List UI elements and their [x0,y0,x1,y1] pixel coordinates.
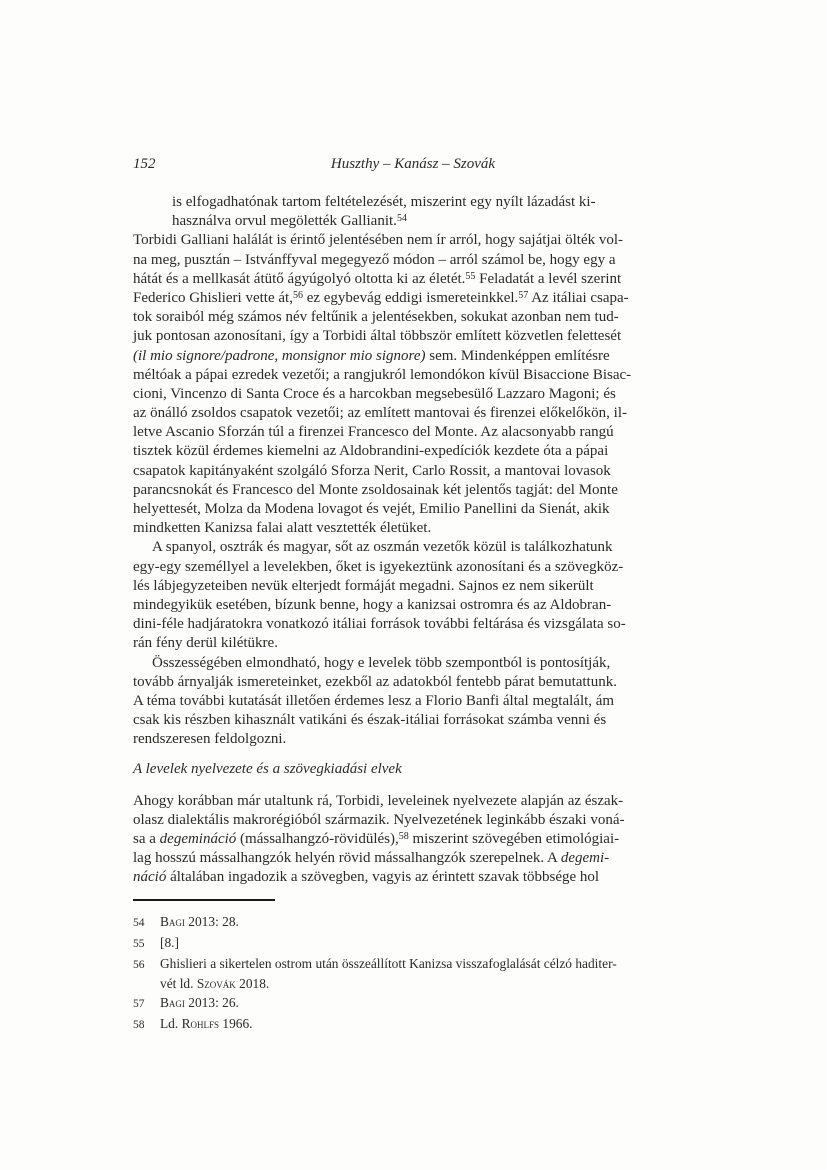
text-line: juk pontosan azonosítani, így a Torbidi által többször említett közvetlen felettesét [133,328,622,345]
footnote-list [133,912,699,1035]
paragraph-osszessegeben [133,654,699,750]
text-line: (il mio signore/padrone, monsignor mio signore) sem. Mindenképpen említésre [133,347,610,364]
text-line: A téma további kutatását illetően érdemes lesz a Florio Banfi által megtalált, ám [133,692,615,709]
text-line: náció általában ingadozik a szövegben, vagyis az érintett szavak többsége hol [133,869,600,886]
footnote-number: 54 [133,917,145,929]
text-line: méltóak a pápai ezredek vezetői; a rangjukról lemondókon kívül Bisaccione Bisac- [133,366,632,383]
text-line: cioni, Vincenzo di Santa Croce és a harcokban megsebesülő Lazzaro Magoni; és [133,385,616,402]
text-line: Ahogy korábban már utaltunk rá, Torbidi, leveleinek nyelvezete alapján az észak- [133,792,624,809]
text-line: Bagi 2013: 26. [160,994,239,1010]
footnote-item [133,933,699,954]
footnote-separator [133,899,275,901]
text-line: lag hosszú mássalhangzók helyén rövid mássalhangzók szerepelnek. A degemi- [133,850,610,867]
text-line: rendszeresen feldolgozni. [133,731,287,748]
footnotes-section [133,899,699,1035]
text-line: Federico Ghislieri vette át,$^{56}$ ez egybevág eddigi ismereteinkkel.$^{57}$ Az itáliai csapa- [133,289,629,306]
text-line: használva orvul megölették Gallianit.$^{54}$ [172,213,407,230]
footnote-ref: 57 [518,289,529,301]
text-line: lés lábjegyzeteiben nevük elterjedt formáját megadni. Sajnos ez nem sikerült [133,577,594,594]
text-line: hátát és a mellkasát átütő ágyúgolyó oltotta ki az életét.$^{55}$ Feladatát a levél szerint [133,270,622,287]
text-line: Bagi 2013: 28. [160,914,239,929]
page-number: 152 [133,156,156,172]
text-line: csapatok kapitányaként szolgáló Sforza Nerit, Carlo Rossit, a mantovai lovasok [133,462,611,479]
text-line: parancsnokát és Francesco del Monte zsoldosainak két jelentős tagját: del Monte [133,481,618,498]
text-line: Összességében elmondható, hogy e levelek több szempontból is pontosítják, [152,654,611,671]
text-line: Ghislieri a sikertelen ostrom után összeállított Kanizsa visszafoglalását célzó haditer- [160,956,617,972]
text-line: is elfogadhatónak tartom feltételezését, miszerint egy nyílt lázadást ki- [172,194,596,210]
text-line: tok soraiból még számos név feltűnik a jelentésekben, sokukat azonban nem tud- [133,309,619,326]
footnote-text [160,993,699,1012]
text-line: dini-féle hadjáratokra vonatkozó itáliai források további feltárása és vizsgálata so- [133,616,626,633]
paragraph-ahogy [133,792,699,888]
text-line: vét ld. Szovák 2018. [160,975,270,991]
text-line: A spanyol, osztrák és magyar, sőt az oszmán vezetők közül is találkozhatunk [152,539,613,556]
text-line: rán fény derül kilétükre. [133,635,278,652]
footnote-item [133,912,699,933]
page-header [133,155,693,174]
footnote-number: 58 [133,1018,145,1031]
section-heading: A levelek nyelvezete és a szövegkiadási elvek [133,761,402,778]
paragraph-spanyol [133,538,699,653]
paragraph-torbidi [133,231,699,538]
footnote-text [160,954,699,992]
text-line: csak kis részben kihasznált vatikáni és észak-itáliai forrásokat számba venni és [133,712,607,729]
text-line: mindketten Kanizsa falai alatt vesztették életüket. [133,520,432,537]
footnote-item [133,954,699,992]
footnote-number: 55 [133,938,145,951]
footnote-text [160,912,699,931]
text-line: helyettesét, Molza da Modena lovagot és vejét, Emilio Panellini da Sienát, akik [133,501,610,517]
footnote-item [133,1014,699,1035]
text-line: tovább árnyalják ismereteinket, ezekből az adatokból fentebb párat bemutattunk. [133,673,617,690]
footnote-number: 57 [133,997,145,1010]
footnote-item [133,993,699,1014]
text-line: [8.] [160,935,179,951]
text-flow [133,193,699,888]
text-line: Torbidi Galliani halálát is érintő jelentésében nem ír arról, hogy sajátjai ölték vol- [133,232,624,249]
footnote-text [160,933,699,952]
text-line: olasz dialektális makrorégióból származik. Nyelvezetének leginkább északi voná- [133,811,625,828]
text-line: Ld. Rohlfs 1966. [160,1015,253,1031]
footnote-ref: 58 [398,831,409,842]
running-title: Huszthy – Kanász – Szovák [330,156,496,172]
text-line: egy-egy személlyel a levelekben, őket is igyekeztünk azonosítani és a szövegköz- [133,558,624,575]
footnote-ref: 56 [292,289,303,301]
footnote-text [160,1014,699,1033]
footnote-ref: 55 [465,270,476,282]
footnote-number: 56 [133,959,145,972]
text-line: na meg, pusztán – Istvánffyval megegyező módon – arról számol be, hogy egy a [133,251,616,268]
text-line: az önálló zsoldos csapatok vezetői; az említett mantovai és firenzei előkelőkön, il- [133,405,627,422]
text-line: tisztek közül érdemes kiemelni az Aldobrandini-expedíciók kezdete óta a pápai [133,443,609,460]
footnote-ref: 54 [396,213,407,225]
text-line: letve Ascanio Sforzán túl a firenzei Francesco del Monte. Az alacsonyabb rangú [133,424,614,441]
text-line: sa a degemináció (mássalhangzó-rövidülés),$^{58}$ miszerint szövegében etimológiai- [133,831,620,847]
text-line: mindegyikük esetében, bízunk benne, hogy a kanizsai ostromra és az Aldobran- [133,596,612,613]
block-quote [133,193,699,231]
